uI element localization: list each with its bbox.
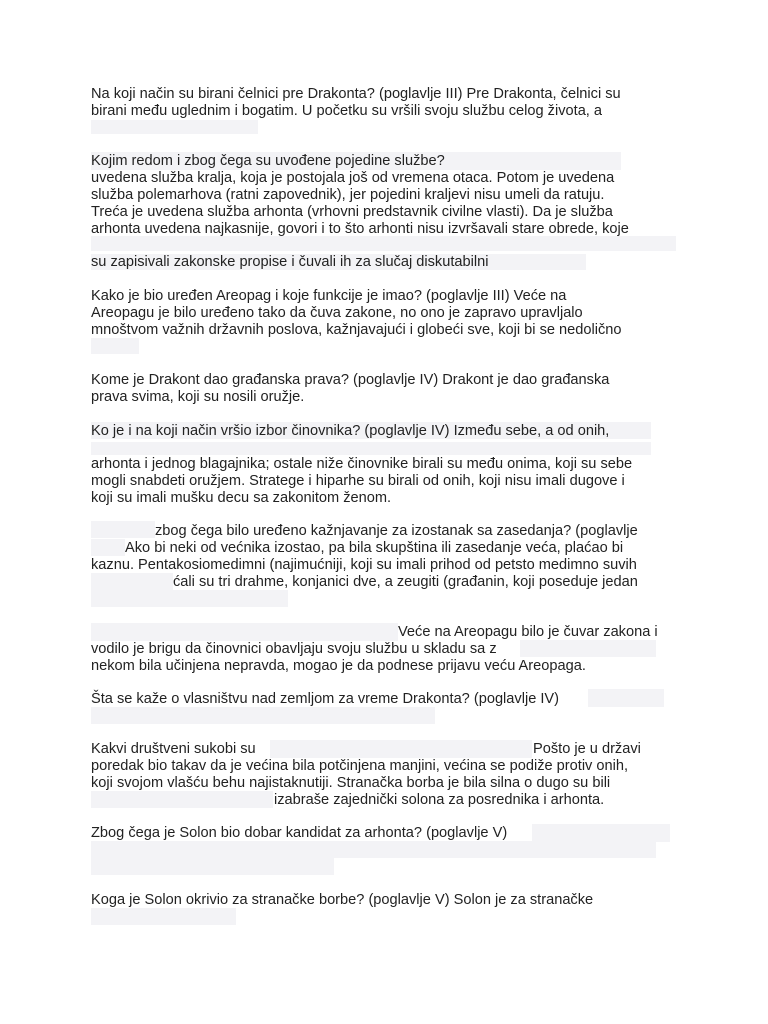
text-line: arhonta uvedena najkasnije, govori i to što arhonti nisu izvršavali stare obrede, koje (91, 221, 629, 237)
redacted-block (91, 539, 125, 556)
text-line: Koga je Solon okrivio za stranačke borbe? (poglavlje V) Solon je za stranačke (91, 892, 594, 908)
text-line: Zbog čega je Solon bio dobar kandidat za arhonta? (poglavlje V) (91, 825, 508, 841)
text-line: poredak bio takav da je većina bila potčinjena manjini, većina se podiže protiv onih, (91, 758, 629, 774)
text-line: nekom bila učinjena nepravda, mogao je da podnese prijavu veću Areopaga. (91, 658, 586, 674)
redacted-block (270, 740, 532, 758)
text-line: ćali su tri drahme, konjanici dve, a zeugiti (građanin, koji poseduje jedan (173, 574, 638, 590)
redacted-block (91, 858, 334, 875)
question-heading: Kojim redom i zbog čega su uvođene pojedine službe? (91, 153, 445, 169)
text-line: Ako bi neki od većnika izostao, pa bila skupština ili zasedanje veća, plaćao bi (125, 540, 624, 556)
redacted-block (91, 791, 273, 808)
redacted-block (91, 573, 173, 590)
text-line: Areopagu je bilo uređeno tako da čuva zakone, no ono je zapravo upravljalo (91, 305, 583, 321)
redacted-block (91, 707, 435, 724)
text-line: arhonta i jednog blagajnika; ostale niže činovnike birali su među onima, koji su sebe (91, 456, 633, 472)
redacted-block (91, 236, 676, 251)
text-line: uvedena služba kralja, koja je postojala još od vremena otaca. Potom je uvedena (91, 170, 615, 186)
text-line: Ko je i na koji način vršio izbor činovnika? (poglavlje IV) Između sebe, a od onih, (91, 423, 610, 439)
redacted-block (91, 623, 398, 641)
text-line: mogli snabdeti oružjem. Stratege i hiparhe su birali od onih, koji nisu imali dugove i (91, 473, 625, 489)
text-line: Kako je bio uređen Areopag i koje funkcije je imao? (poglavlje III) Veće na (91, 288, 567, 304)
redacted-block (91, 338, 139, 354)
text-line: prava svima, koji su nosili oružje. (91, 389, 305, 405)
text-line: Na koji način su birani čelnici pre Drakonta? (poglavlje III) Pre Drakonta, čelnici su (91, 86, 621, 102)
text-line: Kome je Drakont dao građanska prava? (poglavlje IV) Drakont je dao građanska (91, 372, 610, 388)
redacted-block (520, 640, 656, 657)
text-line: kaznu. Pentakosiomedimni (najimućniji, koji su imali prihod od petsto medimno suvih (91, 557, 637, 573)
redacted-block (91, 841, 656, 858)
redacted-block (91, 908, 236, 925)
text-line: mnoštvom važnih državnih poslova, kažnjavajući i globeći sve, koji bi se nedolično (91, 322, 622, 338)
text-line: vodilo je brigu da činovnici obavljaju svoju službu u skladu sa z (91, 641, 497, 657)
redacted-block (91, 120, 258, 134)
text-line: Treća je uvedena služba arhonta (vrhovni predstavnik civilne vlasti). Da je služba (91, 204, 613, 220)
redacted-block (91, 442, 651, 455)
text-line: su zapisivali zakonske propise i čuvali ih za slučaj diskutabilni (91, 254, 489, 270)
text-line: izabraše zajednički solona za posrednika i arhonta. (274, 792, 605, 808)
text-line: birani među uglednim i bogatim. U početku su vršili svoju službu celog života, a (91, 103, 603, 119)
text-line: Pošto je u državi (533, 741, 641, 757)
text-line: koji su imali mušku decu sa zakonitom ženom. (91, 490, 392, 506)
redacted-block (532, 824, 670, 842)
redacted-block (91, 590, 288, 607)
redacted-block (588, 689, 664, 707)
text-line: služba polemarhova (ratni zapovednik), jer pojedini kraljevi nisu umeli da ratuju. (91, 187, 605, 203)
text-line: koji svojom vlašću behu najistaknutiji. Stranačka borba je bila silna o dugo su bili (91, 775, 611, 791)
text-line: zbog čega bilo uređeno kažnjavanje za izostanak sa zasedanja? (poglavlje (155, 523, 638, 539)
redacted-block (91, 521, 155, 538)
text-line: Veće na Areopagu bilo je čuvar zakona i (398, 624, 658, 640)
text-line: Šta se kaže o vlasništvu nad zemljom za vreme Drakonta? (poglavlje IV) (91, 691, 560, 707)
text-line: Kakvi društveni sukobi su (91, 741, 256, 757)
